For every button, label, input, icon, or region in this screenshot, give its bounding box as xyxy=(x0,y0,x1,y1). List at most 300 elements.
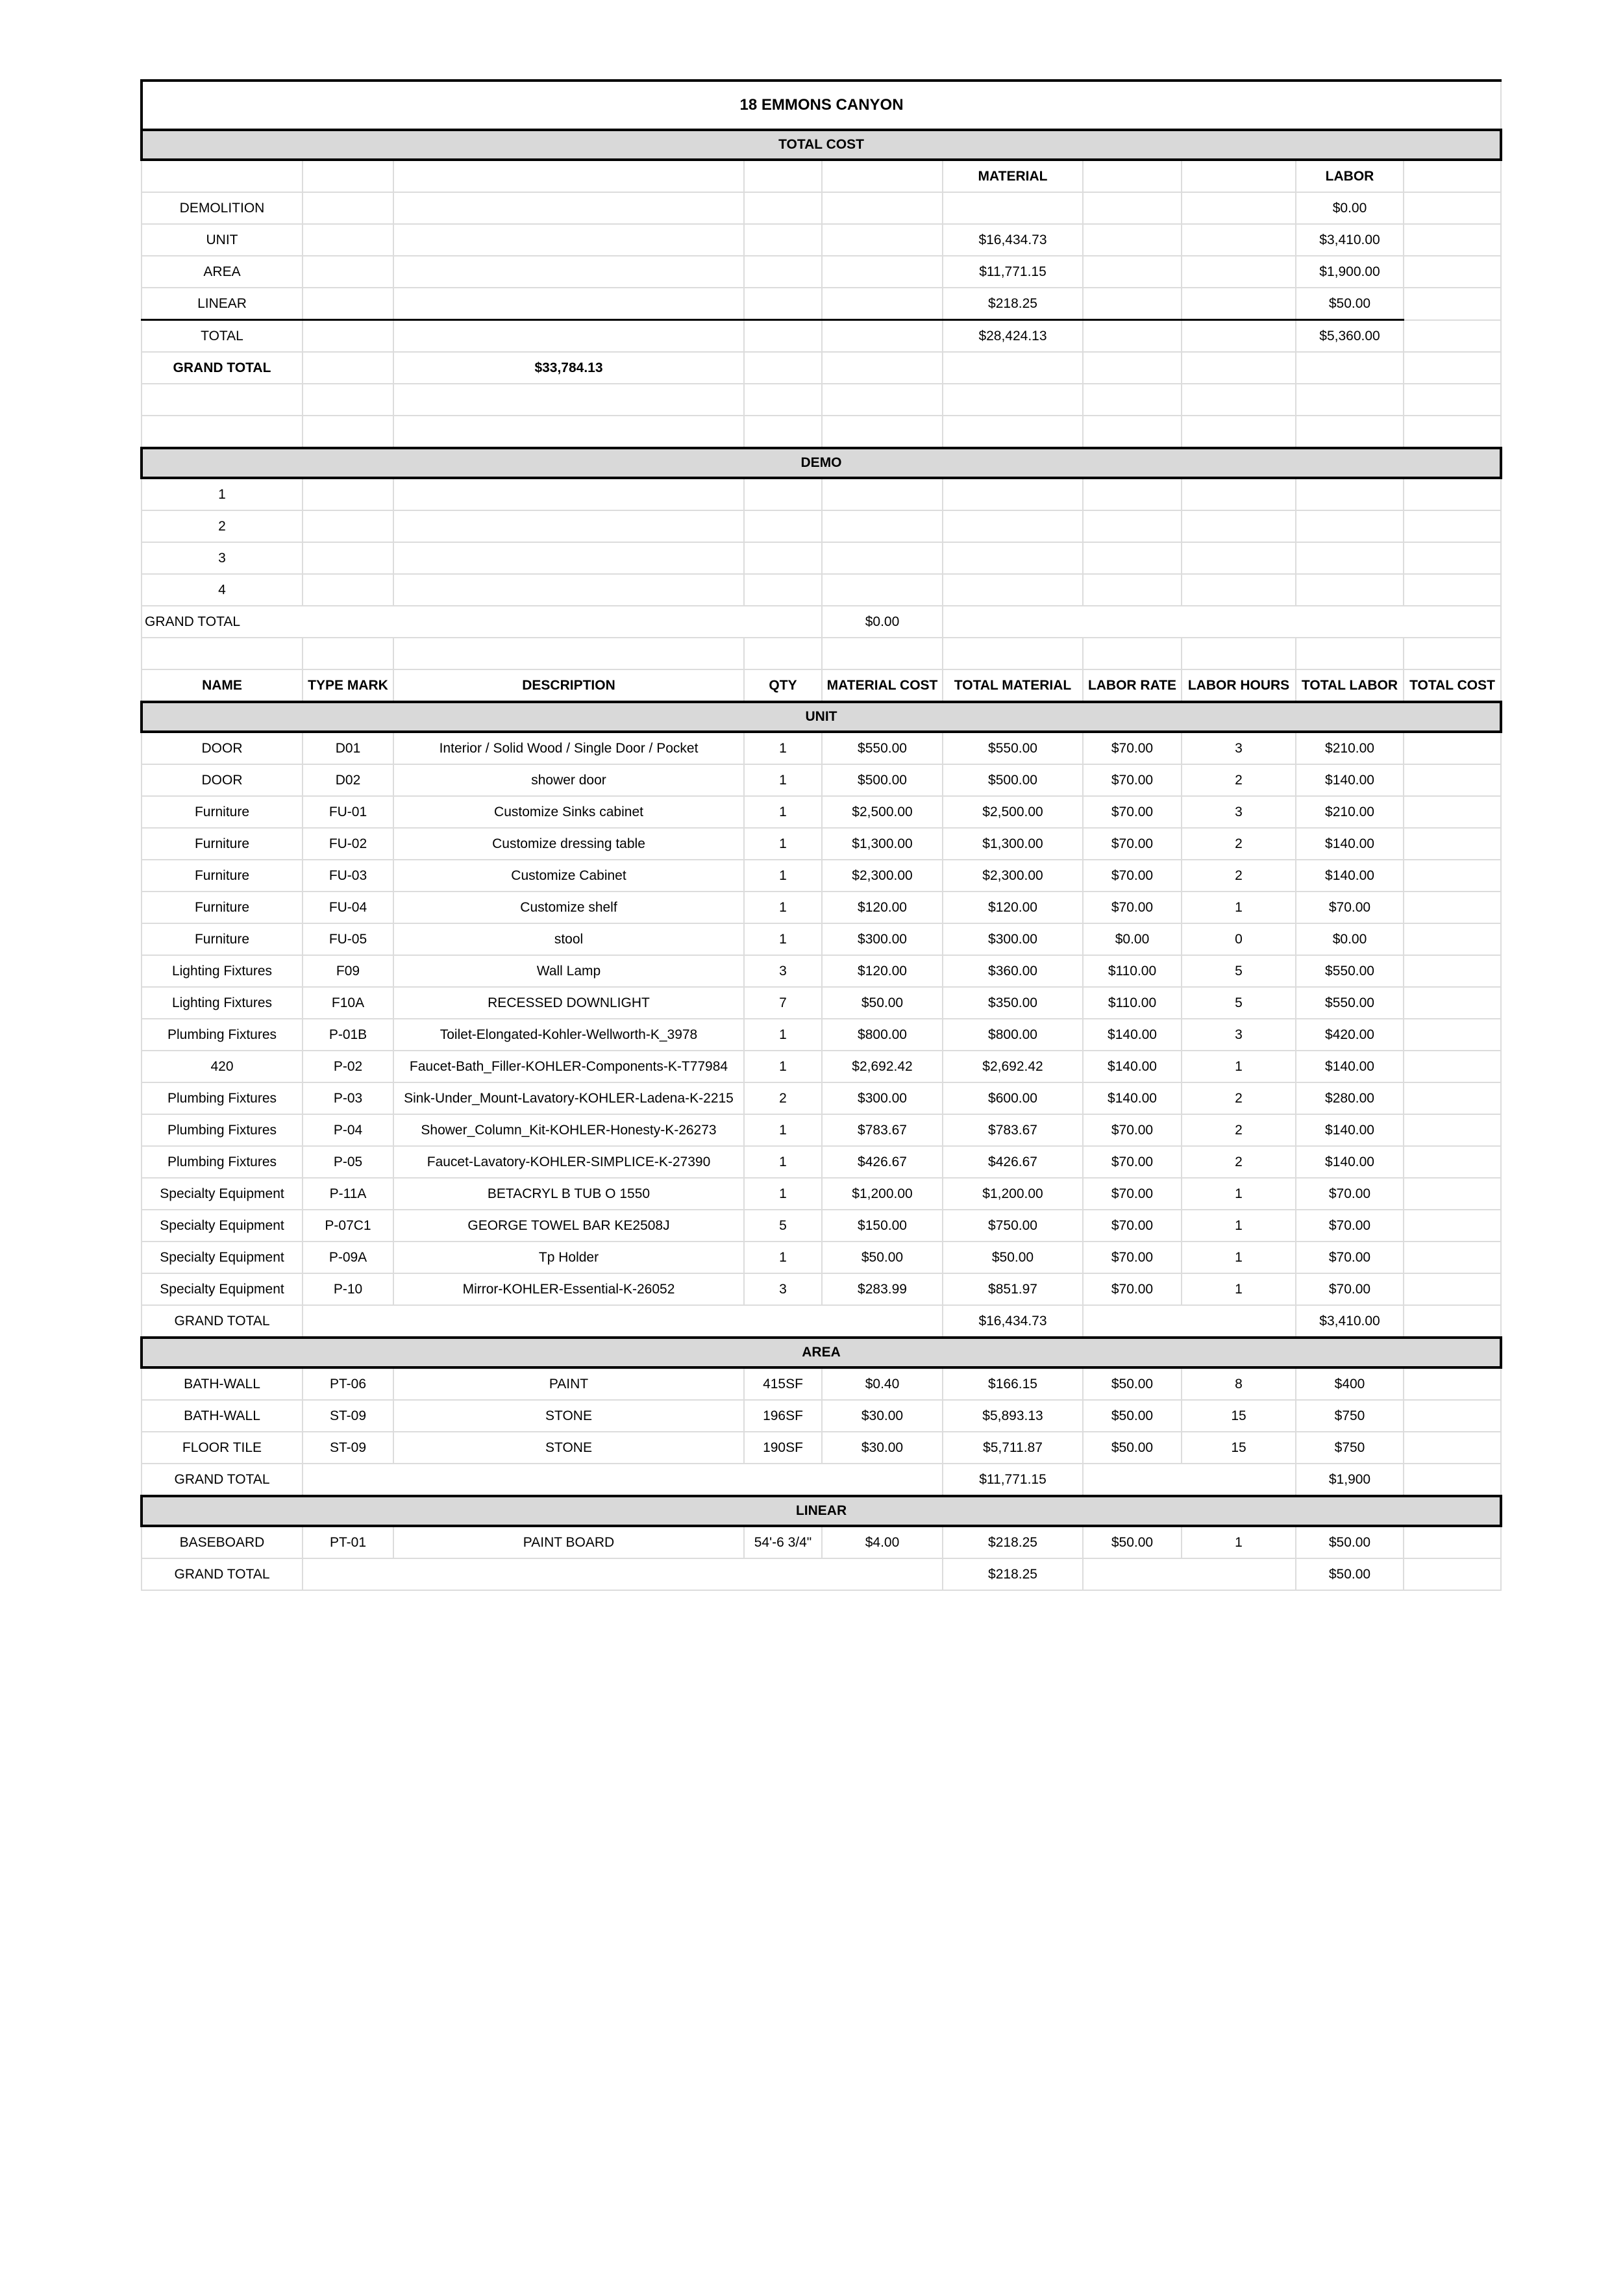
empty-cell xyxy=(744,478,822,510)
empty-cell xyxy=(1404,288,1501,320)
column-header: DESCRIPTION xyxy=(393,669,744,702)
empty-cell xyxy=(744,192,822,224)
name-cell: Lighting Fixtures xyxy=(142,987,303,1019)
unit-band-label: UNIT xyxy=(142,702,1501,732)
empty-cell xyxy=(1182,320,1296,353)
type-mark-cell: P-09A xyxy=(303,1242,393,1273)
name-cell: Furniture xyxy=(142,796,303,828)
empty-cell xyxy=(1182,510,1296,542)
column-header: MATERIAL COST xyxy=(822,669,943,702)
total-cost-cell xyxy=(1404,860,1501,892)
material-cost-cell: $30.00 xyxy=(822,1432,943,1464)
labor-hours-cell: 1 xyxy=(1182,1210,1296,1242)
empty-cell xyxy=(303,288,393,320)
type-mark-cell: P-03 xyxy=(303,1082,393,1114)
labor-rate-cell: $70.00 xyxy=(1083,1242,1182,1273)
empty-cell xyxy=(943,638,1083,669)
empty-cell xyxy=(822,638,943,669)
material-cost-cell: $30.00 xyxy=(822,1400,943,1432)
total-labor-cell: $50.00 xyxy=(1296,1526,1404,1558)
total-labor-cell: $140.00 xyxy=(1296,828,1404,860)
empty-cell xyxy=(943,542,1083,574)
labor-rate-cell: $140.00 xyxy=(1083,1051,1182,1082)
type-mark-cell: FU-03 xyxy=(303,860,393,892)
empty-cell xyxy=(943,606,1501,638)
labor-hours-cell: 15 xyxy=(1182,1400,1296,1432)
empty-cell xyxy=(1083,510,1182,542)
empty-cell xyxy=(393,384,744,416)
type-mark-cell: P-05 xyxy=(303,1146,393,1178)
title-row xyxy=(142,81,1501,130)
empty-cell xyxy=(1296,542,1404,574)
empty-cell xyxy=(1404,574,1501,606)
empty-cell xyxy=(1296,384,1404,416)
total-material-cell: $166.15 xyxy=(943,1367,1083,1400)
name-cell: Furniture xyxy=(142,892,303,923)
unit-row xyxy=(142,796,1501,828)
demo-item-number: 3 xyxy=(142,542,303,574)
labor-rate-cell: $70.00 xyxy=(1083,828,1182,860)
description-cell: stool xyxy=(393,923,744,955)
category-label: DEMOLITION xyxy=(142,192,303,224)
empty-cell xyxy=(393,416,744,448)
description-cell: PAINT xyxy=(393,1367,744,1400)
empty-cell xyxy=(303,542,393,574)
material-value: $218.25 xyxy=(943,288,1083,320)
empty-cell xyxy=(1404,478,1501,510)
empty-cell xyxy=(1182,542,1296,574)
empty-cell xyxy=(744,384,822,416)
grand-total-value: $33,784.13 xyxy=(393,352,744,384)
empty-cell xyxy=(1296,638,1404,669)
blank-row xyxy=(142,416,1501,448)
empty-cell xyxy=(142,384,303,416)
empty-cell xyxy=(393,320,744,353)
name-cell: Plumbing Fixtures xyxy=(142,1082,303,1114)
qty-cell: 1 xyxy=(744,764,822,796)
name-cell: Furniture xyxy=(142,923,303,955)
total-cost-cell xyxy=(1404,1273,1501,1305)
labor-rate-cell: $70.00 xyxy=(1083,892,1182,923)
empty-cell xyxy=(822,160,943,192)
labor-rate-cell: $110.00 xyxy=(1083,955,1182,987)
labor-column-header: LABOR xyxy=(1296,160,1404,192)
empty-cell xyxy=(1182,416,1296,448)
empty-cell xyxy=(303,384,393,416)
name-cell: Furniture xyxy=(142,860,303,892)
empty-cell xyxy=(1083,192,1182,224)
labor-hours-cell: 3 xyxy=(1182,1019,1296,1051)
material-cost-cell: $1,300.00 xyxy=(822,828,943,860)
material-column-header: MATERIAL xyxy=(943,160,1083,192)
empty-cell xyxy=(303,1464,943,1496)
empty-cell xyxy=(744,160,822,192)
total-labor-cell: $550.00 xyxy=(1296,987,1404,1019)
labor-hours-cell: 1 xyxy=(1182,1526,1296,1558)
total-material: $28,424.13 xyxy=(943,320,1083,353)
labor-rate-cell: $70.00 xyxy=(1083,1273,1182,1305)
empty-cell xyxy=(303,416,393,448)
empty-cell xyxy=(1404,416,1501,448)
total-cost-row xyxy=(142,256,1501,288)
empty-cell xyxy=(1404,510,1501,542)
total-cost-cell xyxy=(1404,732,1501,764)
labor-rate-cell: $70.00 xyxy=(1083,1178,1182,1210)
empty-cell xyxy=(1404,320,1501,353)
name-cell: DOOR xyxy=(142,764,303,796)
material-cost-cell: $0.40 xyxy=(822,1367,943,1400)
material-cost-cell: $50.00 xyxy=(822,987,943,1019)
column-header: TOTAL COST xyxy=(1404,669,1501,702)
area-row xyxy=(142,1432,1501,1464)
empty-cell xyxy=(1083,574,1182,606)
labor-rate-cell: $50.00 xyxy=(1083,1526,1182,1558)
description-cell: Customize Sinks cabinet xyxy=(393,796,744,828)
column-header: TOTAL LABOR xyxy=(1296,669,1404,702)
type-mark-cell: P-07C1 xyxy=(303,1210,393,1242)
unit-row xyxy=(142,987,1501,1019)
empty-cell xyxy=(303,160,393,192)
total-labor-cell: $140.00 xyxy=(1296,1114,1404,1146)
labor-hours-cell: 2 xyxy=(1182,828,1296,860)
grand-total-material: $218.25 xyxy=(943,1558,1083,1590)
type-mark-cell: PT-06 xyxy=(303,1367,393,1400)
total-labor: $5,360.00 xyxy=(1296,320,1404,353)
empty-cell xyxy=(1182,574,1296,606)
unit-band xyxy=(142,702,1501,732)
total-cost-cell xyxy=(1404,1526,1501,1558)
total-labor-cell: $70.00 xyxy=(1296,1273,1404,1305)
unit-row xyxy=(142,1210,1501,1242)
column-header: QTY xyxy=(744,669,822,702)
total-cost-cell xyxy=(1404,1242,1501,1273)
column-header: NAME xyxy=(142,669,303,702)
labor-rate-cell: $110.00 xyxy=(1083,987,1182,1019)
linear-row xyxy=(142,1526,1501,1558)
empty-cell xyxy=(1404,384,1501,416)
empty-cell xyxy=(1182,352,1296,384)
empty-cell xyxy=(1182,256,1296,288)
total-material-cell: $426.67 xyxy=(943,1146,1083,1178)
material-cost-cell: $50.00 xyxy=(822,1242,943,1273)
unit-row xyxy=(142,923,1501,955)
material-cost-cell: $550.00 xyxy=(822,732,943,764)
unit-row xyxy=(142,732,1501,764)
unit-row xyxy=(142,1273,1501,1305)
total-cost-cell xyxy=(1404,923,1501,955)
type-mark-cell: FU-01 xyxy=(303,796,393,828)
area-row xyxy=(142,1400,1501,1432)
demo-row xyxy=(142,478,1501,510)
demo-row xyxy=(142,574,1501,606)
empty-cell xyxy=(1182,384,1296,416)
demo-item-number: 2 xyxy=(142,510,303,542)
labor-value: $0.00 xyxy=(1296,192,1404,224)
qty-cell: 1 xyxy=(744,1242,822,1273)
empty-cell xyxy=(393,574,744,606)
total-material-cell: $50.00 xyxy=(943,1242,1083,1273)
labor-rate-cell: $50.00 xyxy=(1083,1400,1182,1432)
empty-cell xyxy=(1083,1464,1296,1496)
description-cell: Faucet-Lavatory-KOHLER-SIMPLICE-K-27390 xyxy=(393,1146,744,1178)
empty-cell xyxy=(744,256,822,288)
total-cost-row xyxy=(142,192,1501,224)
sheet-title: 18 EMMONS CANYON xyxy=(142,81,1501,130)
labor-rate-cell: $140.00 xyxy=(1083,1019,1182,1051)
empty-cell xyxy=(1404,1464,1501,1496)
total-labor-cell: $70.00 xyxy=(1296,892,1404,923)
area-grand-total-row xyxy=(142,1464,1501,1496)
total-labor-cell: $280.00 xyxy=(1296,1082,1404,1114)
empty-cell xyxy=(1296,352,1404,384)
empty-cell xyxy=(1296,478,1404,510)
type-mark-cell: D02 xyxy=(303,764,393,796)
labor-hours-cell: 15 xyxy=(1182,1432,1296,1464)
name-cell: DOOR xyxy=(142,732,303,764)
total-labor-cell: $70.00 xyxy=(1296,1178,1404,1210)
total-cost-cell xyxy=(1404,1178,1501,1210)
qty-cell: 1 xyxy=(744,1178,822,1210)
material-value xyxy=(943,192,1083,224)
total-row xyxy=(142,320,1501,353)
total-cost-cell xyxy=(1404,1051,1501,1082)
total-material-cell: $1,300.00 xyxy=(943,828,1083,860)
qty-cell: 1 xyxy=(744,1114,822,1146)
total-labor-cell: $140.00 xyxy=(1296,764,1404,796)
estimate-table xyxy=(140,79,1502,1591)
material-value: $16,434.73 xyxy=(943,224,1083,256)
empty-cell xyxy=(943,416,1083,448)
total-cost-row xyxy=(142,288,1501,320)
qty-cell: 3 xyxy=(744,955,822,987)
empty-cell xyxy=(1083,288,1182,320)
name-cell: Furniture xyxy=(142,828,303,860)
empty-cell xyxy=(822,542,943,574)
area-band-label: AREA xyxy=(142,1338,1501,1367)
empty-cell xyxy=(822,320,943,353)
empty-cell xyxy=(1404,256,1501,288)
empty-cell xyxy=(1083,416,1182,448)
type-mark-cell: P-02 xyxy=(303,1051,393,1082)
demo-row xyxy=(142,510,1501,542)
area-band xyxy=(142,1338,1501,1367)
type-mark-cell: P-04 xyxy=(303,1114,393,1146)
description-cell: STONE xyxy=(393,1432,744,1464)
empty-cell xyxy=(1296,574,1404,606)
type-mark-cell: D01 xyxy=(303,732,393,764)
empty-cell xyxy=(943,352,1083,384)
name-cell: BASEBOARD xyxy=(142,1526,303,1558)
demo-grand-total-row xyxy=(142,606,1501,638)
unit-row xyxy=(142,1019,1501,1051)
category-label: UNIT xyxy=(142,224,303,256)
empty-cell xyxy=(393,256,744,288)
unit-row xyxy=(142,955,1501,987)
labor-hours-cell: 5 xyxy=(1182,987,1296,1019)
labor-rate-cell: $70.00 xyxy=(1083,1146,1182,1178)
name-cell: Plumbing Fixtures xyxy=(142,1114,303,1146)
empty-cell xyxy=(822,416,943,448)
material-cost-cell: $120.00 xyxy=(822,892,943,923)
empty-cell xyxy=(744,416,822,448)
qty-cell: 7 xyxy=(744,987,822,1019)
name-cell: FLOOR TILE xyxy=(142,1432,303,1464)
labor-rate-cell: $70.00 xyxy=(1083,1210,1182,1242)
labor-rate-cell: $70.00 xyxy=(1083,732,1182,764)
unit-row xyxy=(142,892,1501,923)
empty-cell xyxy=(1182,478,1296,510)
material-cost-cell: $500.00 xyxy=(822,764,943,796)
total-labor-cell: $140.00 xyxy=(1296,860,1404,892)
total-material-cell: $120.00 xyxy=(943,892,1083,923)
description-cell: shower door xyxy=(393,764,744,796)
empty-cell xyxy=(744,224,822,256)
unit-row xyxy=(142,1146,1501,1178)
total-material-cell: $5,893.13 xyxy=(943,1400,1083,1432)
labor-hours-cell: 2 xyxy=(1182,1146,1296,1178)
linear-band xyxy=(142,1496,1501,1526)
material-cost-cell: $2,300.00 xyxy=(822,860,943,892)
labor-value: $1,900.00 xyxy=(1296,256,1404,288)
empty-cell xyxy=(393,192,744,224)
labor-rate-cell: $70.00 xyxy=(1083,1114,1182,1146)
total-labor-cell: $210.00 xyxy=(1296,732,1404,764)
description-cell: Shower_Column_Kit-KOHLER-Honesty-K-26273 xyxy=(393,1114,744,1146)
total-labor-cell: $750 xyxy=(1296,1400,1404,1432)
total-material-cell: $783.67 xyxy=(943,1114,1083,1146)
empty-cell xyxy=(303,192,393,224)
grand-total-material: $11,771.15 xyxy=(943,1464,1083,1496)
empty-cell xyxy=(822,256,943,288)
total-material-cell: $218.25 xyxy=(943,1526,1083,1558)
description-cell: STONE xyxy=(393,1400,744,1432)
type-mark-cell: FU-02 xyxy=(303,828,393,860)
empty-cell xyxy=(744,638,822,669)
grand-total-row xyxy=(142,352,1501,384)
unit-row xyxy=(142,1242,1501,1273)
material-cost-cell: $1,200.00 xyxy=(822,1178,943,1210)
labor-value: $3,410.00 xyxy=(1296,224,1404,256)
labor-hours-cell: 0 xyxy=(1182,923,1296,955)
empty-cell xyxy=(303,1558,943,1590)
total-cost-band xyxy=(142,130,1501,160)
empty-cell xyxy=(1083,542,1182,574)
demo-row xyxy=(142,542,1501,574)
name-cell: Specialty Equipment xyxy=(142,1273,303,1305)
grand-total-label: GRAND TOTAL xyxy=(142,1305,303,1338)
category-label: LINEAR xyxy=(142,288,303,320)
empty-cell xyxy=(1083,638,1182,669)
empty-cell xyxy=(943,384,1083,416)
labor-rate-cell: $70.00 xyxy=(1083,796,1182,828)
empty-cell xyxy=(1182,288,1296,320)
material-cost-cell: $120.00 xyxy=(822,955,943,987)
empty-cell xyxy=(744,510,822,542)
unit-row xyxy=(142,764,1501,796)
unit-grand-total-row xyxy=(142,1305,1501,1338)
total-material-cell: $5,711.87 xyxy=(943,1432,1083,1464)
total-material-cell: $750.00 xyxy=(943,1210,1083,1242)
column-header: TYPE MARK xyxy=(303,669,393,702)
qty-cell: 1 xyxy=(744,796,822,828)
labor-hours-cell: 3 xyxy=(1182,732,1296,764)
empty-cell xyxy=(1182,160,1296,192)
material-cost-cell: $783.67 xyxy=(822,1114,943,1146)
type-mark-cell: PT-01 xyxy=(303,1526,393,1558)
description-cell: Faucet-Bath_Filler-KOHLER-Components-K-T77984 xyxy=(393,1051,744,1082)
linear-grand-total-row xyxy=(142,1558,1501,1590)
total-labor-cell: $70.00 xyxy=(1296,1210,1404,1242)
empty-cell xyxy=(1083,1558,1296,1590)
unit-row xyxy=(142,828,1501,860)
description-cell: Sink-Under_Mount-Lavatory-KOHLER-Ladena-K-2215 xyxy=(393,1082,744,1114)
empty-cell xyxy=(822,574,943,606)
type-mark-cell: F10A xyxy=(303,987,393,1019)
labor-hours-cell: 1 xyxy=(1182,1273,1296,1305)
empty-cell xyxy=(303,1305,943,1338)
estimate-sheet xyxy=(140,79,1500,1591)
qty-cell: 190SF xyxy=(744,1432,822,1464)
labor-hours-cell: 5 xyxy=(1182,955,1296,987)
name-cell: Lighting Fixtures xyxy=(142,955,303,987)
column-header-row xyxy=(142,669,1501,702)
total-material-cell: $800.00 xyxy=(943,1019,1083,1051)
total-label: TOTAL xyxy=(142,320,303,353)
material-cost-cell: $4.00 xyxy=(822,1526,943,1558)
total-cost-cell xyxy=(1404,1082,1501,1114)
total-cost-cell xyxy=(1404,955,1501,987)
total-labor-cell: $210.00 xyxy=(1296,796,1404,828)
description-cell: Customize dressing table xyxy=(393,828,744,860)
total-labor-cell: $140.00 xyxy=(1296,1146,1404,1178)
type-mark-cell: FU-04 xyxy=(303,892,393,923)
blank-row xyxy=(142,638,1501,669)
name-cell: Specialty Equipment xyxy=(142,1242,303,1273)
category-label: AREA xyxy=(142,256,303,288)
labor-rate-cell: $140.00 xyxy=(1083,1082,1182,1114)
empty-cell xyxy=(744,574,822,606)
qty-cell: 3 xyxy=(744,1273,822,1305)
description-cell: Mirror-KOHLER-Essential-K-26052 xyxy=(393,1273,744,1305)
total-cost-header-row xyxy=(142,160,1501,192)
description-cell: Interior / Solid Wood / Single Door / Pocket xyxy=(393,732,744,764)
empty-cell xyxy=(1296,416,1404,448)
column-header: LABOR RATE xyxy=(1083,669,1182,702)
empty-cell xyxy=(744,352,822,384)
qty-cell: 1 xyxy=(744,828,822,860)
labor-hours-cell: 2 xyxy=(1182,764,1296,796)
name-cell: Specialty Equipment xyxy=(142,1210,303,1242)
total-cost-cell xyxy=(1404,764,1501,796)
grand-total-label: GRAND TOTAL xyxy=(142,1464,303,1496)
labor-rate-cell: $70.00 xyxy=(1083,764,1182,796)
description-cell: Toilet-Elongated-Kohler-Wellworth-K_3978 xyxy=(393,1019,744,1051)
empty-cell xyxy=(393,638,744,669)
empty-cell xyxy=(1182,192,1296,224)
description-cell: Customize shelf xyxy=(393,892,744,923)
description-cell: Tp Holder xyxy=(393,1242,744,1273)
empty-cell xyxy=(303,510,393,542)
material-cost-cell: $283.99 xyxy=(822,1273,943,1305)
empty-cell xyxy=(303,478,393,510)
empty-cell xyxy=(822,384,943,416)
labor-value: $50.00 xyxy=(1296,288,1404,320)
qty-cell: 2 xyxy=(744,1082,822,1114)
material-value: $11,771.15 xyxy=(943,256,1083,288)
empty-cell xyxy=(943,478,1083,510)
material-cost-cell: $150.00 xyxy=(822,1210,943,1242)
total-cost-cell xyxy=(1404,1432,1501,1464)
